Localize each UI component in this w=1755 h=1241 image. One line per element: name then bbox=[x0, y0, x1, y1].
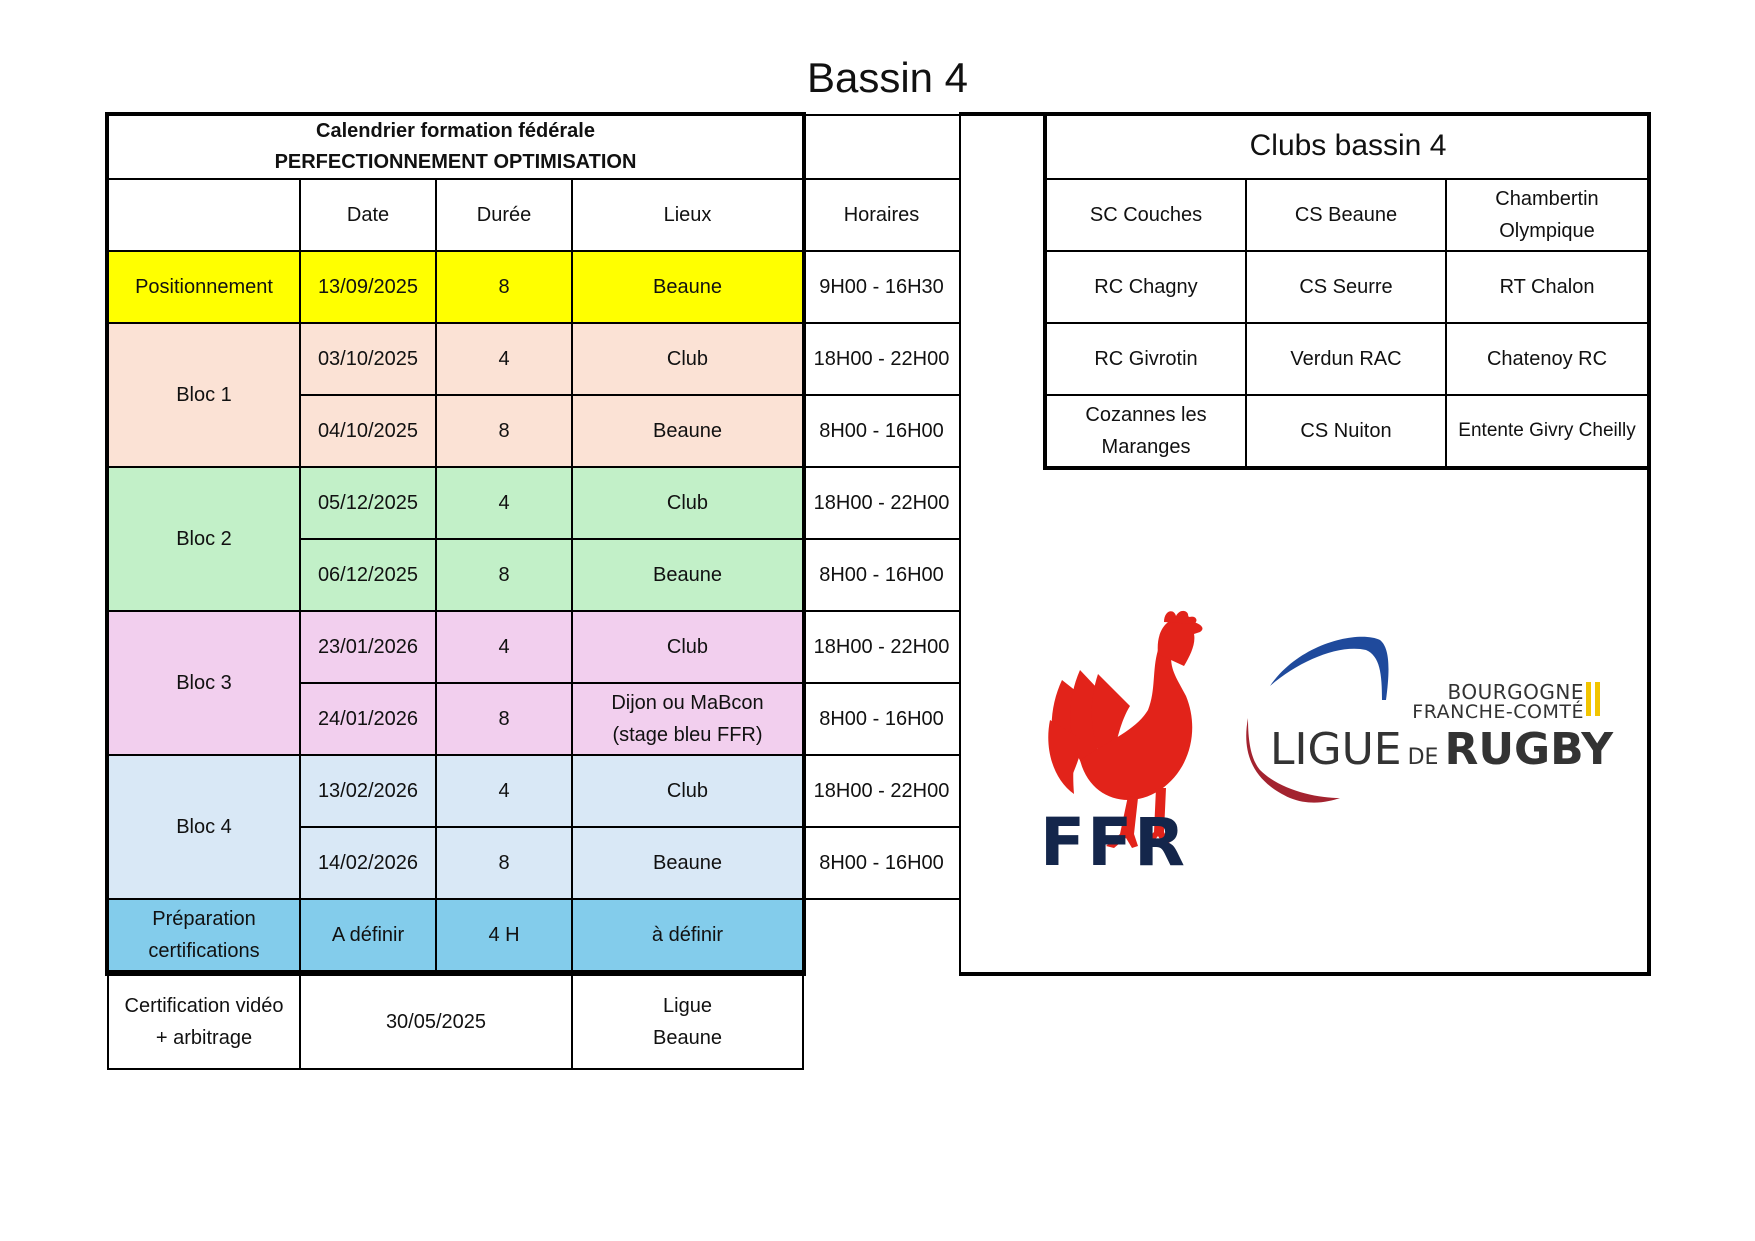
club-cell: RT Chalon bbox=[1445, 250, 1649, 324]
duree-cell: 4 bbox=[435, 754, 573, 828]
column-header-lieux: Lieux bbox=[571, 178, 804, 252]
ffr-logo bbox=[1040, 610, 1220, 880]
label-line: certifications bbox=[148, 940, 260, 962]
ligue-word: LIGUE bbox=[1270, 724, 1402, 775]
date-cell: 13/02/2026 bbox=[299, 754, 437, 828]
club-cell: CS Beaune bbox=[1245, 178, 1447, 252]
lieu-cell: Club bbox=[571, 466, 804, 540]
schedule-header-line1: Calendrier formation fédérale bbox=[316, 120, 595, 142]
club-cell: RC Givrotin bbox=[1045, 322, 1247, 396]
row-label-bloc-3: Bloc 3 bbox=[107, 610, 301, 756]
ffr-text: FFR bbox=[1040, 804, 1187, 881]
lieu-line: Dijon ou MaBcon bbox=[611, 692, 764, 714]
column-header-duree: Durée bbox=[435, 178, 573, 252]
lieu-line: Beaune bbox=[653, 1027, 722, 1049]
ligue-region-line2: FRANCHE-COMTÉ bbox=[1412, 701, 1584, 723]
club-cell: Verdun RAC bbox=[1245, 322, 1447, 396]
schedule-header bbox=[107, 114, 804, 180]
row-label-bloc-4: Bloc 4 bbox=[107, 754, 301, 900]
lieu-cell: à définir bbox=[571, 898, 804, 972]
duree-cell: 4 bbox=[435, 322, 573, 396]
row-label-preparation bbox=[107, 898, 301, 972]
label-line: + arbitrage bbox=[155, 1027, 253, 1049]
horaire-cell: 8H00 - 16H00 bbox=[802, 538, 961, 612]
duree-cell: 8 bbox=[435, 682, 573, 756]
horaire-cell: 18H00 - 22H00 bbox=[802, 754, 961, 828]
horaire-cell: 8H00 - 16H00 bbox=[802, 826, 961, 900]
clubs-left-border bbox=[1043, 112, 1047, 470]
horaire-cell-empty bbox=[802, 898, 961, 972]
page-title: Bassin 4 bbox=[806, 54, 969, 101]
club-cell: RC Chagny bbox=[1045, 250, 1247, 324]
certification-lieu-cell bbox=[571, 974, 804, 1070]
club-cell: CS Seurre bbox=[1245, 250, 1447, 324]
column-header-blank bbox=[107, 178, 301, 252]
lieu-cell: Beaune bbox=[571, 538, 804, 612]
header-blank-cell bbox=[802, 114, 1045, 180]
ligue-wordmark bbox=[1270, 722, 1614, 778]
duree-cell: 8 bbox=[435, 826, 573, 900]
clubs-title: Clubs bassin 4 bbox=[1045, 114, 1649, 180]
horaire-cell: 18H00 - 22H00 bbox=[802, 610, 961, 684]
date-cell: 06/12/2025 bbox=[299, 538, 437, 612]
lieu-cell: Club bbox=[571, 610, 804, 684]
label-line: Certification vidéo bbox=[124, 995, 284, 1017]
duree-cell: 8 bbox=[435, 250, 573, 324]
duree-cell: 4 H bbox=[435, 898, 573, 972]
date-cell: 04/10/2025 bbox=[299, 394, 437, 468]
row-label-bloc-2: Bloc 2 bbox=[107, 466, 301, 612]
horaire-cell: 9H00 - 16H30 bbox=[802, 250, 961, 324]
row-label-positionnement: Positionnement bbox=[107, 250, 301, 324]
horaire-cell: 18H00 - 22H00 bbox=[802, 322, 961, 396]
ligue-logo bbox=[1240, 630, 1614, 810]
label-line: Préparation bbox=[152, 908, 256, 930]
certification-date-cell: 30/05/2025 bbox=[299, 974, 573, 1070]
lieu-cell: Beaune bbox=[571, 826, 804, 900]
club-cell: CS Nuiton bbox=[1245, 394, 1447, 470]
duree-cell: 4 bbox=[435, 466, 573, 540]
column-header-date: Date bbox=[299, 178, 437, 252]
lieu-cell bbox=[571, 682, 804, 756]
ligue-region-line1: BOURGOGNE bbox=[1447, 680, 1584, 704]
date-cell: 03/10/2025 bbox=[299, 322, 437, 396]
horaire-cell: 8H00 - 16H00 bbox=[802, 394, 961, 468]
date-cell: A définir bbox=[299, 898, 437, 972]
duree-cell: 8 bbox=[435, 538, 573, 612]
club-cell: SC Couches bbox=[1045, 178, 1247, 252]
date-cell: 14/02/2026 bbox=[299, 826, 437, 900]
schedule-header-line2: PERFECTIONNEMENT OPTIMISATION bbox=[274, 151, 637, 173]
duree-cell: 8 bbox=[435, 394, 573, 468]
club-cell: Entente Givry Cheilly bbox=[1445, 394, 1649, 470]
club-cell: Chambertin Olympique bbox=[1445, 178, 1649, 252]
row-label-certification bbox=[107, 974, 301, 1070]
date-cell: 24/01/2026 bbox=[299, 682, 437, 756]
date-cell: 05/12/2025 bbox=[299, 466, 437, 540]
lieu-cell: Club bbox=[571, 322, 804, 396]
date-cell: 23/01/2026 bbox=[299, 610, 437, 684]
ligue-de: DE bbox=[1407, 745, 1439, 770]
lieu-cell: Beaune bbox=[571, 394, 804, 468]
date-cell: 13/09/2025 bbox=[299, 250, 437, 324]
row-label-bloc-1: Bloc 1 bbox=[107, 322, 301, 468]
ligue-rugby: RUGBY bbox=[1444, 724, 1614, 775]
lieu-line: Ligue bbox=[663, 995, 712, 1017]
lieu-cell: Club bbox=[571, 754, 804, 828]
duree-cell: 4 bbox=[435, 610, 573, 684]
horaire-cell: 18H00 - 22H00 bbox=[802, 466, 961, 540]
club-cell: Cozannes les Maranges bbox=[1045, 394, 1247, 470]
lieu-cell: Beaune bbox=[571, 250, 804, 324]
column-header-horaires: Horaires bbox=[802, 178, 961, 252]
club-cell: Chatenoy RC bbox=[1445, 322, 1649, 396]
lieu-line: (stage bleu FFR) bbox=[612, 724, 763, 746]
horaire-cell: 8H00 - 16H00 bbox=[802, 682, 961, 756]
